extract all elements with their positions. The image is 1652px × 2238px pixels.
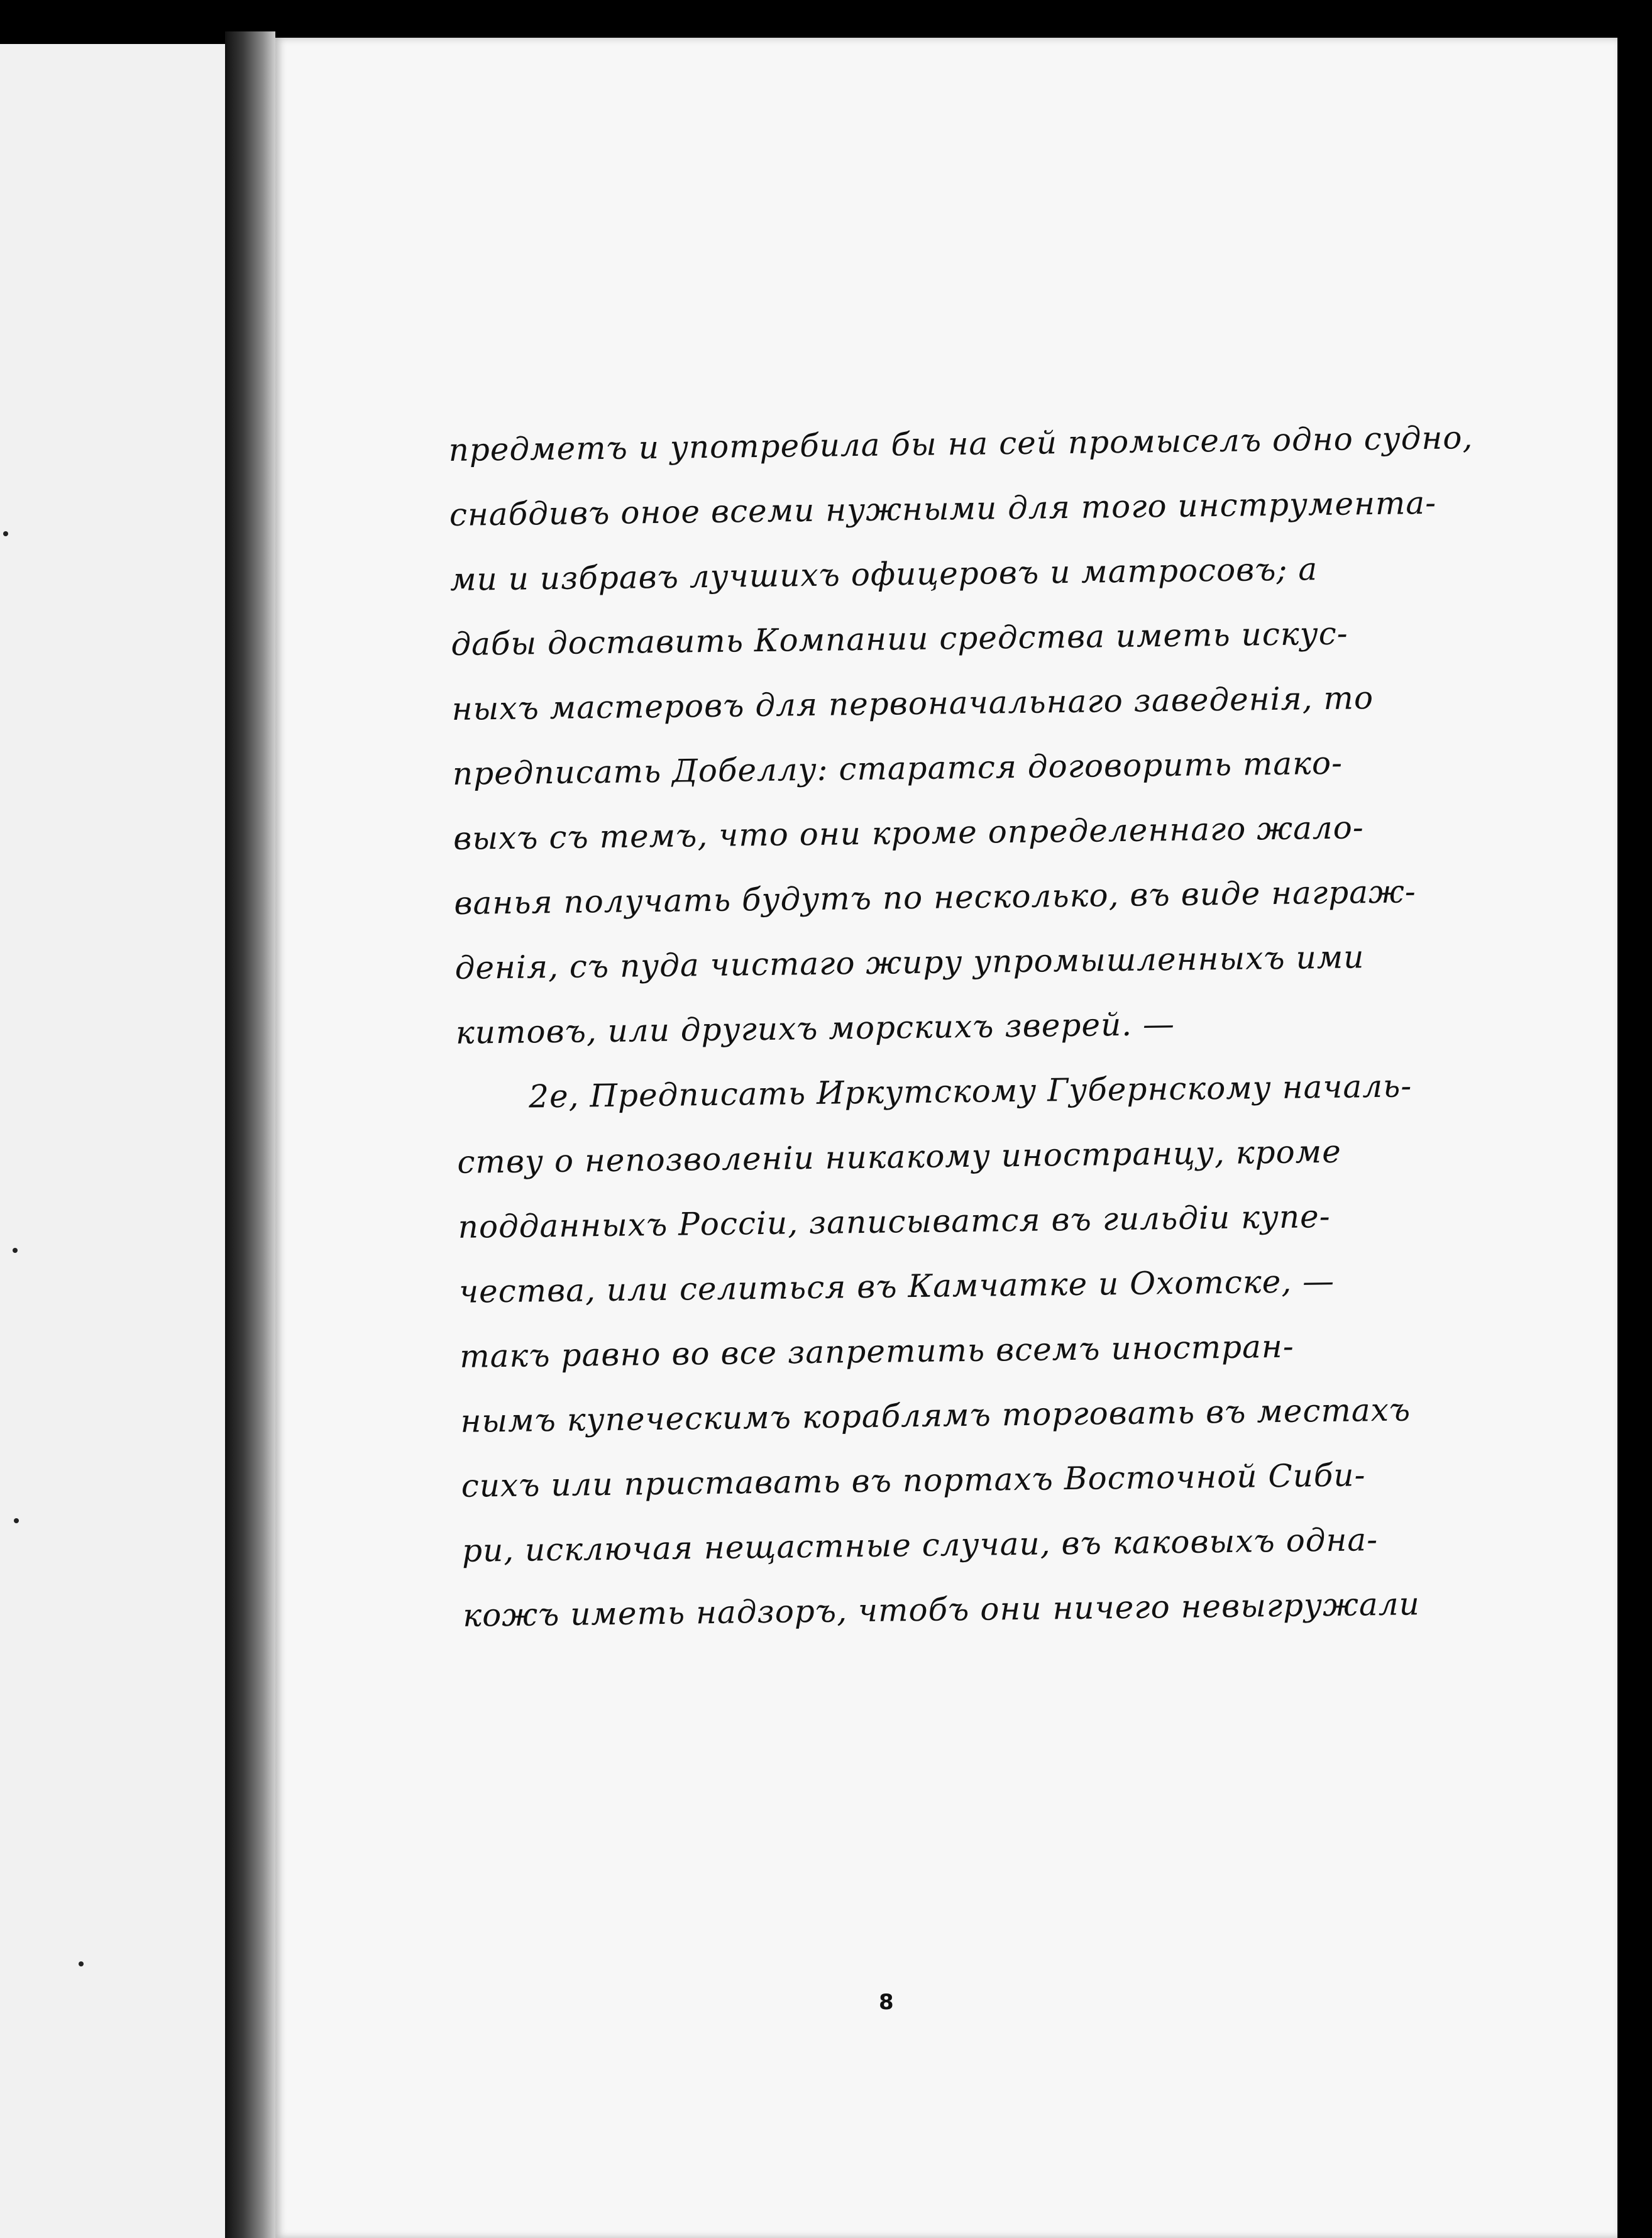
text-line: китовъ, или другихъ морскихъ зверей. — xyxy=(455,1005,1176,1051)
page-number: 8 xyxy=(879,1990,894,2015)
ink-speck xyxy=(13,1248,18,1253)
ink-speck xyxy=(3,531,8,536)
text-line: дабы доставить Компании средства иметь искус- xyxy=(451,615,1348,663)
text-line: денія, съ пуда чистаго жиру упромышленныхъ ими xyxy=(454,939,1365,986)
scan-top-border xyxy=(0,0,1652,35)
book-gutter xyxy=(225,31,275,2238)
paragraph-start-line: 2е, Предписать Иркутскому Губернскому началь- xyxy=(528,1067,1412,1115)
ink-speck xyxy=(79,1961,84,1966)
text-line: выхъ съ темъ, что они кроме определеннаго жало- xyxy=(453,809,1365,857)
previous-page-edge xyxy=(0,44,225,2238)
text-line: ри, исключая нещастные случаи, въ каковыхъ одна- xyxy=(461,1521,1379,1569)
ink-speck xyxy=(14,1518,19,1523)
text-line: нымъ купеческимъ кораблямъ торговать въ местахъ xyxy=(460,1391,1411,1440)
text-line: сихъ или приставать въ портахъ Восточной Сиби- xyxy=(461,1457,1366,1504)
scan-right-border xyxy=(1617,0,1652,2238)
text-line: предписать Добеллу: старатся договорить тако- xyxy=(452,744,1343,792)
text-line: ству о непозволеніи никакому иностранцу, кроме xyxy=(457,1133,1342,1181)
text-line: чества, или селиться въ Камчатке и Охотске, — xyxy=(458,1262,1335,1310)
text-line: кожъ иметь надзоръ, чтобъ они ничего невыгружали xyxy=(462,1585,1421,1634)
text-line: снабдивъ оное всеми нужными для того инструмента- xyxy=(449,484,1437,533)
text-line: предметъ и употребила бы на сей промыселъ одно судно, xyxy=(448,419,1473,468)
text-line: ныхъ мастеровъ для первоначальнаго заведенія, то xyxy=(451,680,1374,727)
manuscript-page xyxy=(275,38,1617,2238)
handwritten-text-block xyxy=(448,405,1494,1648)
text-line: ми и избравъ лучшихъ офицеровъ и матросовъ; а xyxy=(449,551,1318,598)
text-line: ванья получать будутъ по несколько, въ виде награж- xyxy=(454,873,1417,922)
text-line: такъ равно во все запретить всемъ иностран- xyxy=(459,1328,1295,1375)
text-line: подданныхъ Россіи, записыватся въ гильдіи купе- xyxy=(458,1198,1331,1245)
